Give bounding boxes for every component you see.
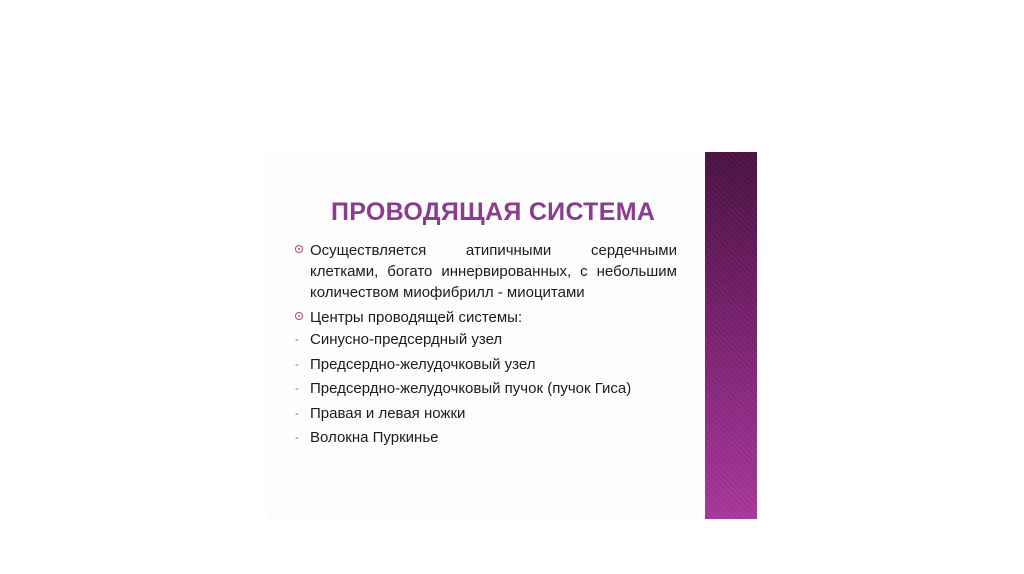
dash-icon: - <box>295 358 299 371</box>
decorative-side-bar <box>705 152 757 519</box>
list-item <box>295 426 677 451</box>
slide-title: ПРОВОДЯЩАЯ СИСТЕМА <box>331 198 656 226</box>
dash-icon: - <box>295 334 299 346</box>
bullet-item <box>295 307 677 328</box>
dash-icon: - <box>295 407 299 420</box>
list-item-text: Синусно-предсердный узел <box>310 331 503 348</box>
list-item-text: Волокна Пуркинье <box>310 429 439 446</box>
circle-bullet-icon <box>295 312 303 320</box>
slide <box>268 152 757 519</box>
list-item <box>295 353 677 378</box>
dash-icon: - <box>295 432 299 444</box>
slide-content <box>295 240 677 451</box>
list-item <box>295 328 677 353</box>
bullet-text: Осуществляется атипичными сердечными клетками, богато иннервированных, с небольшим количеством миофибрилл - миоцитами <box>310 242 677 301</box>
circle-bullet-icon <box>295 245 303 253</box>
list-item-text: Правая и левая ножки <box>310 404 466 422</box>
list-item <box>295 402 677 427</box>
dash-icon: - <box>295 383 299 395</box>
list-item <box>295 377 677 402</box>
list-item-text: Предсердно-желудочковый узел <box>310 355 536 373</box>
bullet-text: Центры проводящей системы: <box>310 309 523 326</box>
bullet-item <box>295 240 677 303</box>
list-item-text: Предсердно-желудочковый пучок (пучок Гиса) <box>310 380 632 397</box>
